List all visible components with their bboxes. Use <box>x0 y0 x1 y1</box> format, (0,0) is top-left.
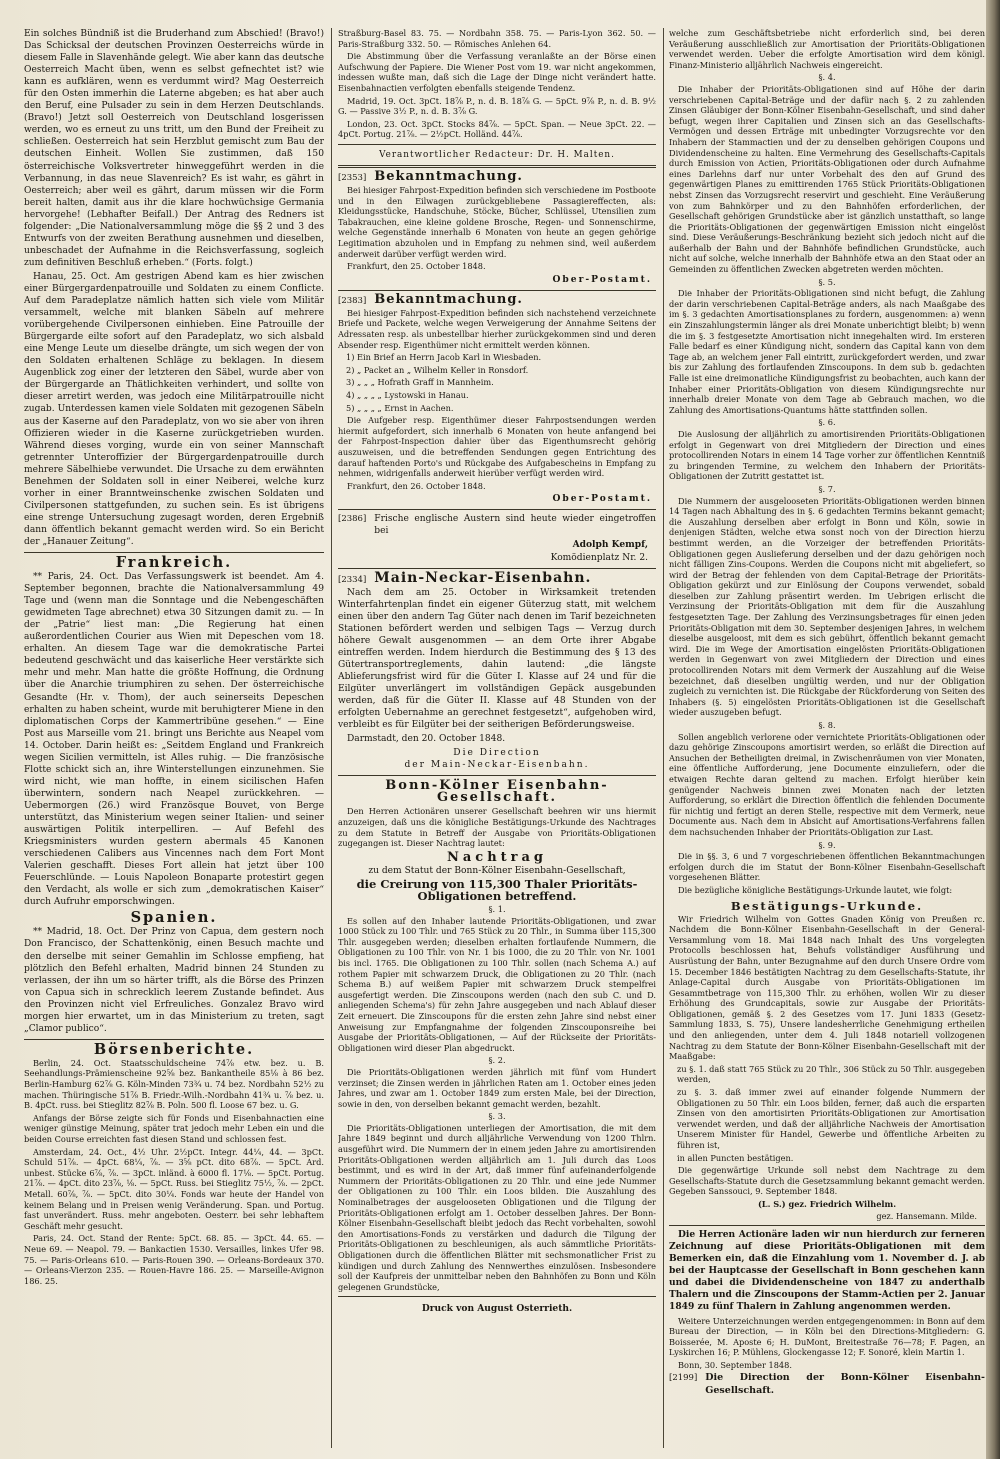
ad-number: [2386] <box>338 514 367 525</box>
list-item: 4) „ „ „ „ Lystowski in Hanau. <box>346 390 469 401</box>
paragraph-text: Die Nummern der ausgelooseten Prioritäts-Obligationen werden binnen 14 Tagen nach Abhaltung des in §. 6 gedachten Termins bekannt gemacht; die Auszahlung derselben aber erfolgt in Bonn und Köln, sowie in denjenigen Städten, welche etwa sonst noch von der Direction hierzu bestimmt werden, an die Vorzeiger der betreffenden Prioritäts-Obligationen gegen Auslieferung derselben und der dazu gehörigen noch nicht fälligen Zins-Coupons. Werden die Coupons nicht mit abgeliefert, so wird der Betrag der fehlenden von dem Capital-Betrage der Prioritäts-Obligation gekürzt und zur Einlösung der Coupons verwendet, sobald dieselben zur Zahlung präsentirt werden. Im Uebrigen erlischt die Verzinsung der Prioritäts-Obligation mit dem für die Auszahlung festgesetzten Tage. Der Zahlung des Verzinsungsbetrages für einen jeden Prioritäts-Obligation mit dem 30. September desjenigen Jahres, in welchem dieselbe ausgeloost, mit dem es sich gebührt, öffentlich bekannt gemacht wird. Die im Wege der Amortisation eingelösten Prioritäts-Obligationen werden in Gegenwart von zwei Mitgliedern der Direction und eines protocollirenden Notars mit dem Vermerk der Auszahlung auf die Weise bezeichnet, daß dieselben ungültig werden, und nur der Obligation zugleich zu vernichten ist. Die Rückgabe der Rückforderung von Seiten des Inhabers (§. 5) eingelösten Prioritäts-Obligationen ist die Gesellschaft wieder auszugeben befugt. <box>669 495 985 718</box>
section-divider <box>24 552 324 553</box>
nachtrag-subject: die Creirung von 115,300 Thaler Prioritäts-Obligationen betreffend. <box>356 876 638 903</box>
ad-intro: Den Herren Actionären unserer Gesellschaft beehren wir uns hiermit anzuzeigen, daß uns die königliche Bestätigungs-Urkunde des Nachtrages zu dem Statute in Betreff der Ausgabe von Prioritäts-Obligationen zugegangen ist. Dieser Nachtrag lautet: <box>338 806 656 849</box>
paragraph-text: Die Prioritäts-Obligationen werden jährlich mit fünf vom Hundert verzinset; die Zinsen werden in jährlichen Raten am 1. October eines jeden Jahres, und zwar am 1. October 1849 zum ersten Male, bei der Direction, sowie in den, von derselben bekannt gemacht werden, bezahlt. <box>338 1066 656 1109</box>
nachtrag-subtitle: zu dem Statut der Bonn-Kölner Eisenbahn-Gesellschaft, <box>368 865 626 876</box>
section-divider <box>338 144 656 145</box>
stock-report-paris: Paris, 24. Oct. Stand der Rente: 5pCt. 68. 85. — 3pCt. 44. 65. — Neue 69. — Neapol. 79. — Bankactien 1530. Versailles, linkes Ufer 98. 75. — Paris-Orleans 610. — Paris-Rouen 390. — Orleans-Bordeaux 370. — Orleans-Vierzon 235. — Rouen-Havre 186. 25. — Marseille-Avignon 186. 25. <box>24 1233 324 1286</box>
ad-header <box>338 513 656 537</box>
paragraph-text: Es sollen auf den Inhaber lautende Prioritäts-Obligationen, und zwar 1000 Stück zu 100 Thlr. und 765 Stück zu 20 Thlr., in Summa über 115,300 Thlr. ausgegeben werden; dieselben erhalten fortlaufende Nummern, die Obligationen zu 100 Thlr. von Nr. 1 bis 1000, die zu 20 Thlr. von Nr. 1001 bis incl. 1765. Die Obligationen zu 100 Thlr. sollen (nach Schema A.) auf rothem Papier mit schwarzem Druck, die Obligationen zu 20 Thlr. (nach Schema B.) auf weißem Papier mit schwarzem Druck stempelfrei ausgefertigt werden. Die Zinscoupons werden (nach den sub C. und D. anliegenden Schema's) für zehn Jahre ausgegeben und nach Ablauf dieser Zeit erneuert. Die Zinscoupons für die ersten zehn Jahre sind nebst einer Anweisung zur Empfangnahme der folgenden Zinscouponsreihe bei Ausgabe der Prioritäts-Obligationen, — Auf der Rückseite der Prioritäts-Obligationen wird dieser Plan abgedruckt. <box>338 915 656 1053</box>
ad-header <box>338 291 656 307</box>
list-item: 1) Ein Brief an Herrn Jacob Karl in Wiesbaden. <box>346 352 542 363</box>
paragraph-text: Die gegenwärtige Urkunde soll nebst dem Nachtrage zu dem Gesellschafts-Statute durch die Gesetzsammlung bekannt gemacht werden. Gegeben Sanssouci, 9. September 1848. <box>669 1165 985 1197</box>
section-divider <box>338 1296 656 1297</box>
paragraph-number: §. 6. <box>818 417 836 428</box>
stock-report-madrid: Madrid, 19. Oct. 3pCt. 18⅞ P., n. d. B. 18⅞ G. — 5pCt. 9⅞ P., n. d. B. 9½ G. — Passive 3½ P., n. d. B. 3⅞ G. <box>338 95 656 117</box>
ad-text: Die Aufgeber resp. Eigenthümer dieser Fahrpostsendungen werden hiermit aufgefordert, sich innerhalb 6 Monaten von heute anfangend bei der Fahrpost-Inspection dahier über das Eigenthumsrecht gehörig auszuweisen, und die betreffenden Sendungen gegen Entrichtung des darauf haftenden Porto's und Rückgabe des Aufgabescheins in Empfang zu nehmen, widrigenfalls anderweit hierüber verfügt werden wird. <box>338 415 656 479</box>
paragraph-number: §. 9. <box>818 839 836 850</box>
paragraph-number: §. 3. <box>488 1111 506 1122</box>
article-vienna-speech: Ein solches Bündniß ist die Bruderhand zum Abschied! (Bravo!) Das Schicksal der deutschen Provinzen Oesterreichs würde in diesem Falle in Slavenhände gelegt. Wie aber kann das deutsche Oesterreich Macht üben, wenn es selbst gefnechtet ist? wie kann es aufklären, wenn es verdummt wird? Mag Oesterreich für den Osten immerhin die Laterne abgeben; es hat aber auch den Beruf, eine Pulsader zu sein in dem Herzen Deutschlands. (Bravo!) Jetzt soll Oesterreich von Deutschland losgerissen werden, wo es erneut zu uns tritt, um den Bund der Freiheit zu schließen. Oesterreich hat sein Herzblut gemischt zum Bau der deutschen Einheit. Wollen Sie zustimmen, daß 150 österreichische Volksvertreter hinweggeführt werden in die Verbannung, in das neue Slavenreich? Es ist wahr, es gährt in Oesterreich; aber weil es gährt, darum müssen wir die Form bereit halten, damit aus ihr die klare hochwüchsige Germania hervorgehe! (Lebhafter Beifall.) Der Antrag des Redners ist folgender: „Die Nationalversammlung möge die §§ 2 und 3 des Entwurfs von der zweiten Berathung ausnehmen und dieselben, unbeschadet der Aufnahme in die Reichsverfassung, sogleich zum definitiven Beschluß erheben.“ (Forts. folgt.) <box>24 29 324 268</box>
list-item: in allen Puncten bestätigen. <box>677 1152 794 1163</box>
paragraph-text: Die bezügliche königliche Bestätigungs-Urkunde lautet, wie folgt: <box>678 884 953 895</box>
heading-nachtrag: Nachtrag <box>446 849 548 865</box>
paragraph-number: §. 7. <box>818 483 836 494</box>
article-madrid: ** Madrid, 18. Oct. Der Prinz von Capua, dem gestern noch Don Francisco, der Schattenkönig, einen Besuch machte und den derselbe mit seiner Gemahlin im Schlosse empfieng, hat plötzlich den Befehl erhalten, Madrid binnen 24 Stunden zu verlassen, der ihn um so härter trifft, als die Börse des Prinzen von Capua sich in schrecklich leerem Zustande befindet. Aus den Provinzen nicht viel Erfreuliches. Gonzalez Bravo wird morgen hier erwartet, um in das Ministerium zu treten, sagt „Clamor publico“. <box>24 927 324 1034</box>
paragraph-text: Die Auslosung der alljährlich zu amortisirenden Prioritäts-Obligationen erfolgt in Gegenwart von drei Mitgliedern der Direction und eines protocollirenden Notars in einem 14 Tage vorher zur öffentlichen Kenntniß zu bringenden Termine, zu welchem den Inhabern der Prioritäts-Obligationen der Zutritt gestattet ist. <box>669 428 985 482</box>
heading-boersenberichte: Börsenberichte. <box>93 1040 255 1058</box>
ad-date: Darmstadt, den 20. October 1848. <box>347 734 506 745</box>
stock-report-amsterdam: Amsterdam, 24. Oct., 4½ Uhr. 2½pCt. Integr. 44¼, 44. — 3pCt. Schuld 51⅞. — 4pCt. 68¼, ⅞. — 3⅝ pCt. dito 68⅞. — 5pCt. Ard. unbest. Stücke 6⅞, ⅞. — 3pCt. inländ. à 6000 fl. 17⅛. — 5pCt. Portug. 21⅞. — 4pCt. dito 23⅞, ⅛. — 5pCt. Russ. bei Stieglitz 75½, ⅞. — 2pCt. Metall. 60⅞, ⅞. — 5pCt. dito 30¼. Fonds war heute der Handel von keinem Belang und in Preisen wenig Veränderung. Span. und Portug. fast unverändert. Russ. mehr angeboten. Oesterr. bei sehr lebhaftem Geschäft mehr gesucht. <box>24 1146 324 1231</box>
ad-text: Frische englische Austern sind heute wieder eingetroffen bei <box>374 514 656 537</box>
list-item: 5) „ „ „ „ Ernst in Aachen. <box>346 402 454 413</box>
paragraph-text: Wir Friedrich Wilhelm von Gottes Gnaden König von Preußen rc. Nachdem die Bonn-Kölner Eisenbahn-Gesellschaft in der General-Versammlung vom 18. Mai 1848 nach Inhalt des Uns vorgelegten Protocolls beschlossen hat, Behufs vollständiger Ausführung und Ausrüstung der Bahn, unter Bezugnahme auf den durch Unsere Ordre vom 15. December 1846 bestätigten Nachtrag zu dem Gesellschafts-Statute, ihr Anlage-Capital durch Ausgabe von Prioritäts-Obligationen im Gesammtbetrage von 115,300 Thlr. zu erhöhen, wollen Wir zu dieser Erhöhung des Grundcapitals, sowie zur Ausgabe der Prioritäts-Obligationen, gemäß §. 2 des Gesetzes vom 17. Juni 1833 (Gesetz-Sammlung 1833, S. 75), Unsere landesherrliche Genehmigung ertheilen und den anliegenden, unter dem 4. Juli 1848 notariell vollzogenen Nachtrag zu dem Statute der Bonn-Kölner Eisenbahn-Gesellschaft mit der Maaßgabe: <box>669 913 985 1062</box>
section-divider <box>338 775 656 776</box>
ad-title: Main-Neckar-Eisenbahn. <box>374 569 592 586</box>
column-2 <box>338 28 656 1448</box>
ad-number: [2199] <box>669 1373 698 1384</box>
section-divider <box>338 568 656 569</box>
paragraph-text: welche zum Geschäftsbetriebe nicht erforderlich sind, bei deren Veräußerung ausschließlich zur Amortisation der Prioritäts-Obligationen verwendet werden. Ueber die erfolgte Amortisation wird dem königl. Finanz-Ministerio alljährlich Nachweis eingereicht. <box>669 28 985 70</box>
subscription-locations: Weitere Unterzeichnungen werden entgegengenommen: in Bonn auf dem Bureau der Direction, — in Köln bei den Directions-Mitgliedern: G. Boisserée, M. Aposte 6; H. DuMont, Breitestraße 76—78; F. Pagen, an Lyskirchen 16; P. Mühlens, Glockengasse 12; F. Sonoré, klein Martin 1. <box>669 1315 985 1358</box>
royal-signature: (L. S.) gez. Friedrich Wilhelm. <box>757 1198 897 1209</box>
section-divider <box>338 290 656 291</box>
paragraph-number: §. 5. <box>818 276 836 287</box>
ad-date: Bonn, 30. September 1848. <box>678 1359 792 1370</box>
ad-date: Frankfurt, den 26. October 1848. <box>347 480 486 491</box>
ad-title: Bekanntmachung. <box>374 291 523 307</box>
invitation-text: Die Herren Actionäre laden wir nun hierdurch zur ferneren Zeichnung auf diese Prioritäts-Obligationen mit dem Bemerken ein, daß die Einzahlung vom 1. November d. J. ab bei der Hauptcasse der Gesellschaft in Bonn geschehen kann und dabei die Dividendenscheine von 1847 zu anderthalb Thalern und die Zinscoupons der Stamm-Actien per 2. Januar 1849 zu fünf Thalern in Zahlung angenommen werden. <box>669 1229 985 1313</box>
paragraph-number: §. 4. <box>818 72 836 83</box>
ad-signature: Ober-Postamt. <box>552 493 652 505</box>
ad-header <box>338 569 656 586</box>
list-item: 3) „ „ „ Hofrath Graff in Mannheim. <box>346 377 494 388</box>
printer-imprint: Druck von August Osterrieth. <box>421 1303 573 1315</box>
ad-title-bonn-koelner: Bonn-Kölner Eisenbahn-Gesellschaft. <box>385 778 609 806</box>
ad-signature: Die Direction der Bonn-Kölner Eisenbahn-Gesellschaft. <box>705 1372 985 1396</box>
ad-date: Frankfurt, den 25. October 1848. <box>347 261 486 272</box>
ad-number: [2383] <box>338 295 367 306</box>
stock-report-berlin: Berlin, 24. Oct. Staatsschuldscheine 74⅞ etw. bez. u. B. Seehandlungs-Prämienscheine 92⅝ bez. Bankantheile 85⅛ à 86 bez. Berlin-Hamburg 62⅞ G. Köln-Minden 73¾ u. 74 bez. Nordbahn 52½ zu machen. Thüringische 51⅞ B. Friedr.-Wilh.-Nordbahn 41¾ u. ⅞ bez. u. B. 4pCt. russ. bei Stieglitz 82⅞ B. Poln. 500 fl. Loose 67 bez. u. G. <box>24 1057 324 1111</box>
ad-text: Bei hiesiger Fahrpost-Expedition befinden sich verschiedene im Postboote und in den Eilwagen zurückgebliebene Passagiereffecten, als: Kleidungsstücke, Handschuhe, Stöcke, Bücher, Schlüssel, Utensilien zum Tabakrauchen, eine kleine goldene Brosche, Regen- und Sonnenschirme, welche Gegenstände innerhalb 6 Monaten von heute an gegen gehörige Legitimation abzuholen und in Empfang zu nehmen sind, weil außerdem anderweit darüber verfügt werden wird. <box>338 185 656 259</box>
ad-text: Bei hiesiger Fahrpost-Expedition befinden sich nachstehend verzeichnete Briefe und Packete, welche wegen Verweigerung der Annahme Seitens der Adressaten resp. als unbestellbar hierher zurückgekommen sind und deren Absender resp. Eigenthümer nicht ermittelt werden können. <box>338 307 656 350</box>
paragraph-number: §. 8. <box>818 720 836 730</box>
ad-number: [2334] <box>338 574 367 585</box>
ad-signature: der Main-Neckar-Eisenbahn. <box>404 760 590 771</box>
heading-bestaetigungs-urkunde: Bestätigungs-Urkunde. <box>730 898 924 913</box>
ad-number: [2353] <box>338 172 367 183</box>
list-item: zu §. 3. daß immer zwei auf einander folgende Nummern der Obligationen zu 50 Thlr. ein Loos bilden, ferner, daß auch die ersparten Zinsen von den amortisirten Prioritäts-Obligationen zur Amortisation verwendet werden, und daß der alljährliche Nachweis der Amortisation Unserem Minister für Handel, Gewerbe und öffentliche Arbeiten zu führen ist, <box>677 1087 985 1151</box>
ad-merchant-name: Adolph Kempf, <box>572 538 648 550</box>
minister-signatures: gez. Hansemann. Milde. <box>876 1210 977 1221</box>
list-item: zu §. 1. daß statt 765 Stück zu 20 Thlr., 306 Stück zu 50 Thlr. ausgegeben werden, <box>677 1063 985 1085</box>
ad-header <box>338 168 656 184</box>
paragraph-text: Die Inhaber der Prioritäts-Obligationen sind nicht befugt, die Zahlung der darin verschriebenen Capital-Beträge anders, als nach Maaßgabe des im §. 3 gedachten Amortisationsplanes zu fordern, ausgenommen: a) wenn ein Zinszahlungstermin länger als drei Monate unberichtigt bleibt; b) wenn die im §. 3 festgesetzte Amortisation nicht innegehalten wird. Im ersteren Falle bedarf es einer Kündigung nicht, sondern das Capital kann von dem Tage ab, an welchem jener Fall eintritt, zurückgefordert werden, und zwar bis zur Zahlung des fortlaufenden Zinscoupons. In dem sub b. gedachten Falle ist eine dreimonatliche Kündigungsfrist zu beobachten, auch kann der Inhaber einer Prioritäts-Obligation von diesem Kündigungsrechte nur innerhalb dreier Monate von dem Tage ab Gebrauch machen, wo die Zahlung des Amortisations-Quantums hätte stattfinden sollen. <box>669 288 985 415</box>
paragraph-number: §. 2. <box>488 1055 506 1066</box>
column-3 <box>669 28 985 1448</box>
heading-frankreich: Frankreich. <box>115 554 233 572</box>
section-divider <box>338 509 656 510</box>
paragraph-text: Die Inhaber der Prioritäts-Obligationen sind auf Höhe der darin verschriebenen Capital-Beträge und der dafür nach §. 2 zu zahlenden Zinsen Gläubiger der Bonn-Kölner Eisenbahn-Gesellschaft, und sind daher befugt, wegen ihrer Capitalien und Zinsen sich an das Gesellschafts-Vermögen und dessen Erträge mit unbedingter Vorzugsrechte vor den Inhabern der Stammactien und der zu denselben gehörigen Coupons und Dividendenscheine zu halten. Eine Vermehrung des Gesellschafts-Capitals durch Emission von Actien, Prioritäts-Obligationen oder durch Aufnahme eines Darlehns darf nur unter Vorbehalt des den auf Grund des gegenwärtigen Planes zu emittirenden 1765 Stück Prioritäts-Obligationen nebst Zinsen das Vorzugsrecht reservirt und geschieht. Eine Veräußerung von zum Bahnkörper und zu den Bahnhöfen erforderlichen, der Gesellschaft gehörigen Grundstücke aber ist gänzlich unstatthaft, so lange die Prioritäts-Obligationen der gegenwärtigen Emission nicht eingelöst sind. Diese Veräußerungs-Beschränkung bezieht sich jedoch nicht auf die außerhalb der Bahn und der Bahnhöfe befindlichen Grundstücke, auch nicht auf solche, welche innerhalb der Bahnhöfe etwa an den Staat oder an Gemeinden zu öffentlichen Zwecken abgetreten werden möchten. <box>669 83 985 275</box>
article-paris: ** Paris, 24. Oct. Das Verfassungswerk ist beendet. Am 4. September begonnen, brachte die Nationalversammlung 49 Tage und (wenn man die Sonntage und die Nebengeschäften gewidmeten Tage abrechnet) etwa 30 Sitzungen damit zu. — In der „Patrie“ liest man: „Die Regierung hat einen außerordentlichen Courier aus Wien mit Depeschen vom 18. erhalten. An diesem Tage war die demokratische Partei bedeutend geschwächt und das kaiserliche Heer verstärkte sich mehr und mehr. Man hatte die größte Hoffnung, die Ordnung über die Anarchie triumphiren zu sehen. Der österreichische Gesandte (Hr. v. Thom), der auch seinerseits Depeschen erhalten zu haben scheint, wurde mit beruhigterer Miene in den diplomatischen Corps der Kammertribüne gesehen.“ — Eine Post aus Marseille vom 21. bringt uns Berichte aus Neapel vom 14. October. Darin heißt es: „Seitdem England und Frankreich wegen Sicilien vermitteln, ist Alles ruhig. — Die französische Flotte schickt sich an, ihre Winterstellungen einzunehmen. Sie wird nicht, wie man hoffte, in einem sicilischen Hafen überwintern, sondern nach Neapel zurückkehren. — Uebermorgen (26.) wird Französque Bouvet, von Berge unterstützt, das Ministerium wegen seiner Italien- und seiner auswärtigen Politik interpelliren. — Auf Befehl des Kriegsministers wurden gestern abermals 45 Kanonen verschiedenen Calibers aus Vincennes nach dem Fort Mont Valerien geschafft. Dieses Fort allein hat jetzt über 100 Feuerschlünde. — Louis Napoleon Bonaparte protestirt gegen den Verdacht, als wolle er sich zum „demokratischen Kaiser“ durch Aufruhr emporschwingen. <box>24 572 324 908</box>
ad-merchant-address: Komödienplatz Nr. 2. <box>550 552 648 563</box>
section-divider <box>24 1039 324 1040</box>
ad-footer <box>669 1372 985 1396</box>
stock-report-london: London, 23. Oct. 3pCt. Stocks 84⅞. — 5pCt. Span. — Neue 3pCt. 22. — 4pCt. Portug. 21⅞. — 2½pCt. Holländ. 44⅞. <box>338 118 656 140</box>
stock-report-paris-cont: Straßburg-Basel 83. 75. — Nordbahn 358. 75. — Paris-Lyon 362. 50. — Paris-Straßburg 332. 50. — Römisches Anlehen 64. <box>338 28 656 49</box>
stock-report-paris-note: Die Abstimmung über die Verfassung veranlaßte an der Börse einen Aufschwung der Papiere. Die Wiener Post vom 19. war nicht angekommen, indessen wußte man, daß sich die Lage der Dinge nicht verändert hatte. Eisenbahnactien verfolgten ebenfalls steigende Tendenz. <box>338 51 656 93</box>
paragraph-text: Die Prioritäts-Obligationen unterliegen der Amortisation, die mit dem Jahre 1849 beginnt und durch alljährliche Verwendung von 1200 Thlrn. ausgeführt wird. Die Nummern der in einem jeden Jahre zu amortisirenden Prioritäts-Obligationen werden alljährlich am 1. Juli durch das Loos bestimmt, und es wird in der Art, daß immer fünf aufeinanderfolgende Nummern der Prioritäts-Obligationen zu 20 Thlr. und eine jede Nummer der Obligationen zu 100 Thlr. ein Loos bilden. Die Auszahlung des Nominalbetrages der ausgelooseten Obligationen und die Tilgung der Prioritäts-Obligationen erfolgt am 1. October desselben Jahres. Der Bonn-Kölner Eisenbahn-Gesellschaft bleibt jedoch das Recht vorbehalten, sowohl den Amortisations-Fonds zu verstärken und dadurch die Tilgung der Prioritäts-Obligationen zu beschleunigen, als auch sämmtliche Prioritäts-Obligationen durch die öffentlichen Blätter mit sechsmonatlicher Frist zu kündigen und durch Zahlung des Nennwerthes einzulösen. Insbesondere soll der Kaufpreis der unmittelbar neben den Bahnhöfen zu Bonn und Köln gelegenen Grundstücke, <box>338 1122 656 1292</box>
paragraph-text: Sollen angeblich verlorene oder vernichtete Prioritäts-Obligationen oder dazu gehörige Zinscoupons amortisirt werden, so erläßt die Direction auf Ansuchen der Betheiligten dreimal, in Zwischenräumen von vier Monaten, eine öffentliche Aufforderung, jene Documente einzuliefern, oder die etwaigen Rechte daran geltend zu machen. Erfolgt hierüber kein genügender Nachweis binnen zwei Monaten nach der letzten Aufforderung, so erklärt die Direction öffentlich die fehlenden Documente für nichtig und fertigt an deren Stelle, respective mit dem Vermerk, neue Documente aus. Nach dem in Absicht auf Amortisations-Verfahrens fallen dem nachsuchenden Inhaber der Prioritäts-Obligation zur Last. <box>669 731 985 837</box>
list-item: 2) „ Packet an „ Wilhelm Keller in Ronsdorf. <box>346 364 529 375</box>
ad-signature: Ober-Postamt. <box>552 273 652 285</box>
ad-title: Bekanntmachung. <box>374 168 523 184</box>
heading-spanien: Spanien. <box>130 909 218 927</box>
paragraph-text: Die in §§. 3, 6 und 7 vorgeschriebenen öffentlichen Bekanntmachungen erfolgen durch die im Statut der Bonn-Kölner Eisenbahn-Gesellschaft vorgesehenen Blätter. <box>669 851 985 883</box>
column-rule-1 <box>331 28 332 1448</box>
stock-report-berlin-note: Anfangs der Börse zeigte sich für Fonds und Eisenbahnactien eine weniger günstige Meinung, später trat jedoch mehr Leben ein und die beiden Course erreichten fast diesen Stand und schlossen fest. <box>24 1112 324 1145</box>
ad-text: Nach dem am 25. October in Wirksamkeit tretenden Winterfahrtenplan findet ein eigener Güterzug statt, mit welchem einen über den andern Tag Güter nach denen im Tarif bezeichneten Stationen befördert werden und selbigen Tags — Verzug durch höhere Gewalt ausgenommen — an dem Orte ihrer Abgabe eintreffen werden. Indem hierdurch die Bestimmung des § 13 des Gütertransportreglements, dahin lautend: „die längste Ablieferungsfrist wird für die Güter I. Klasse auf 24 und für die Eilgüter unverlängert im vollständigen Gepäck ausgebunden werden, daß für die Güter II. Klasse auf 48 Stunden von der erfolgten Uebernahme an gerechnet festgesetzt“, aufgehoben wird, verbleibt es für Eilgüter bei der seitherigen Beförderungsweise. <box>338 587 656 731</box>
page-edge-shadow <box>986 0 1000 1459</box>
responsible-editor: Verantwortlicher Redacteur: Dr. H. Malten. <box>379 149 615 160</box>
section-divider <box>669 1225 985 1226</box>
article-hanau: Hanau, 25. Oct. Am gestrigen Abend kam es hier zwischen einer Bürgergardenpatrouille und Soldaten zu einem Conflicte. Auf dem Paradeplatze nämlich hatten sich viele vom Militär versammelt, welche mit blanken Säbeln auf mehrere vorübergehende Civilpersonen einhieben. Eine Patrouille der Bürgergarde eilte sofort auf den Paradeplatz, wo sich alsbald eine Menge Leute um dieselbe drängte, um sich wegen der von den Soldaten erhaltenen Schläge zu beklagen. In diesem Augenblick zog einer der letzteren den Säbel, wurde aber von der Bürgergarde an Thätlichkeiten verhindert, und sollte von dieser arretirt werden, was jedoch eine Militärpatrouille nicht zugab. Unterdessen kamen viele Soldaten mit gezogenen Säbeln aus der Kaserne auf den Paradeplatz, von wo sie aber von ihren Offizieren wieder in die Kaserne zurückgetrieben wurden. Während dieses vorging, wurde ein von seiner Mannschaft getrennter Unteroffizier der Bürgergardenpatrouille durch mehrere Säbelhiebe verwundet. Die Ursache zu dem erwähnten Benehmen der Soldaten soll in einer Neiberei, welche kurz vorher in einer Branntweinschenke zwischen Soldaten und Civilpersonen stattgefunden, zu suchen sein. Es ist übrigens eine strenge Untersuchung zugesagt worden, deren Ergebniß dann öffentlich bekannt gemacht werden wird. So ein Bericht der „Hanauer Zeitung“. <box>24 271 324 547</box>
column-1 <box>24 28 324 1448</box>
section-divider-double <box>338 165 656 168</box>
ad-signature: Die Direction <box>453 748 541 759</box>
paragraph-number: §. 1. <box>488 904 506 915</box>
column-rule-2 <box>663 28 664 1448</box>
